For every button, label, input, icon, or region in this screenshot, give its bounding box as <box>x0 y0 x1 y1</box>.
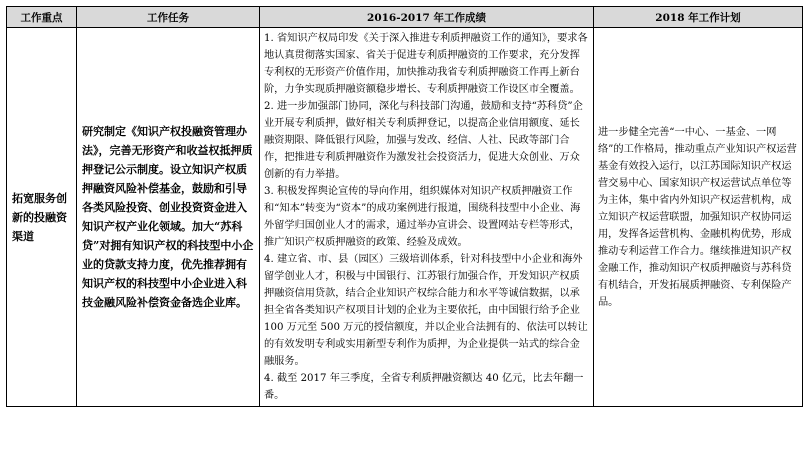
work-plan-table <box>6 6 803 407</box>
header-row <box>7 7 803 28</box>
achievements-cell <box>260 28 594 407</box>
plan-cell: 进一步健全完善“一中心、一基金、一网络”的工作格局，推动重点产业知识产权运营基金有效投入运行，以江苏国际知识产权运营交易中心、国家知识产权运营试点单位等为主体，集中省内外知识产权运营机构，成立知识产权运营联盟，加强知识产权协同运用，发挥各运营机构、金融机构优势，形成推动专利运营工作合力。继续推进知识产权金融工作，推动知识产权质押融资与苏科贷有机结合，开发拓展质押融资、专利保险产品。 <box>594 28 803 407</box>
header-plan: 2018 年工作计划 <box>594 7 803 28</box>
achievement-item-5: 4. 截至 2017 年三季度，全省专利质押融资额达 40 亿元，比去年翻一番。 <box>264 373 584 401</box>
header-task: 工作任务 <box>77 7 260 28</box>
header-focus: 工作重点 <box>7 7 77 28</box>
achievement-item-1: 1. 省知识产权局印发《关于深入推进专利质押融资工作的通知》，要求各地认真贯彻落实国家、省关于促进专利质押融资的工作要求，充分发挥专利权的无形资产价值作用，加快推动我省专利质押融资工作再上新台阶，力争实现质押融资额稳步增长、专利质押融资工作设区市全覆盖。 <box>264 33 588 95</box>
task-cell: 研究制定《知识产权投融资管理办法》，完善无形资产和收益权抵押质押登记公示制度。设立知识产权质押融资风险补偿基金，鼓励和引导各类风险投资、创业投资资金进入知识产权产业化领域。加大“苏科贷”对拥有知识产权的科技型中小企业的贷款支持力度，优先推荐拥有知识产权的科技型中小企业进入科技金融风险补偿资金备选企业库。 <box>77 28 260 407</box>
achievement-item-4: 4. 建立省、市、县（园区）三级培训体系，针对科技型中小企业和海外留学创业人才，积极与中国银行、江苏银行加强合作，开发知识产权质押融资信用贷款，结合企业知识产权综合能力和水平等诚信数据，以承担全省各类知识产权项目计划的企业为主要依托，由中国银行给予企业 100 万元至 500 万元的授信额度，并以企业合法拥有的、依法可以转让的有效发明专利或实用新型专利作为质押，为企业提供一站式的综合金融服务。 <box>264 254 588 367</box>
table-row <box>7 28 803 407</box>
focus-cell: 拓宽服务创新的投融资渠道 <box>7 28 77 407</box>
achievement-item-3: 3. 积极发挥舆论宣传的导向作用，组织媒体对知识产权质押融资工作和“知本”转变为“资本”的成功案例进行报道，围绕科技型中小企业、海外留学归国创业人才的需求，通过举办宣讲会、设置网站专栏等形式，推广知识产权质押融资的政策、经验及成效。 <box>264 186 581 248</box>
header-achievements: 2016-2017 年工作成绩 <box>260 7 594 28</box>
achievement-item-2: 2. 进一步加强部门协同，深化与科技部门沟通，鼓励和支持“苏科贷”企业开展专利质押，做好相关专利质押登记，以提高企业信用额度、延长融资期限、降低银行风险，加强与发改、经信、人社、民政等部门合作，把推进专利质押融资作为激发社会投资活力，促进大众创业、万众创新的有力举措。 <box>264 101 583 180</box>
